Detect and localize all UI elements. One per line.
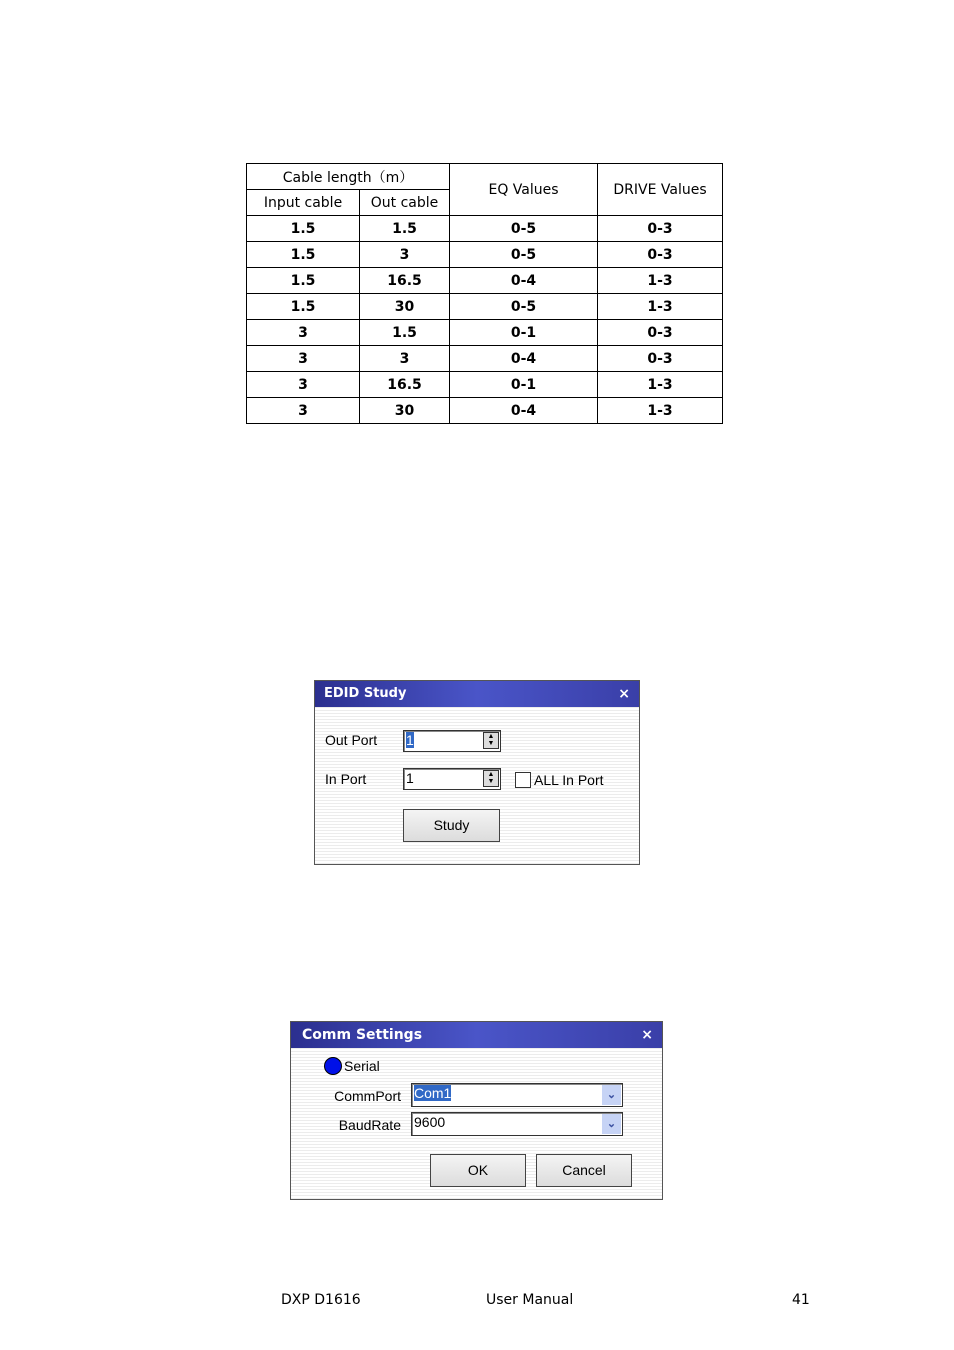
table-row	[247, 242, 723, 268]
table-cell: 0-3	[598, 216, 723, 242]
table-cell: 3	[360, 242, 450, 268]
out-port-spinbox[interactable]	[403, 730, 501, 752]
header-eq: EQ Values	[450, 164, 598, 216]
all-in-port-checkbox[interactable]	[515, 772, 531, 788]
table-cell: 0-3	[598, 242, 723, 268]
baudrate-value: 9600	[414, 1114, 446, 1130]
table-cell: 0-3	[598, 320, 723, 346]
in-port-spinbox[interactable]	[403, 768, 501, 790]
commport-value: Com1	[414, 1085, 452, 1101]
ok-button[interactable]: OK	[430, 1154, 526, 1187]
footer-doc-title: User Manual	[486, 1292, 574, 1308]
header-input-cable: Input cable	[247, 190, 360, 216]
title-bar	[291, 1022, 662, 1048]
table-row	[247, 216, 723, 242]
table-cell: 0-3	[598, 346, 723, 372]
serial-label: Serial	[344, 1058, 380, 1074]
table-row	[247, 294, 723, 320]
table-cell: 16.5	[360, 268, 450, 294]
in-port-value: 1	[406, 770, 414, 786]
table-cell: 3	[247, 372, 360, 398]
baudrate-select[interactable]	[411, 1112, 623, 1136]
table-cell: 3	[247, 320, 360, 346]
cable-eq-table	[246, 163, 723, 424]
dialog-title: EDID Study	[324, 686, 407, 701]
serial-radio[interactable]	[324, 1057, 342, 1075]
table-cell: 1-3	[598, 268, 723, 294]
comm-settings-dialog	[290, 1021, 663, 1200]
table-cell: 30	[360, 398, 450, 424]
table-cell: 1.5	[247, 294, 360, 320]
header-out-cable: Out cable	[360, 190, 450, 216]
table-cell: 0-1	[450, 320, 598, 346]
table-cell: 1.5	[247, 216, 360, 242]
table-row	[247, 268, 723, 294]
table-cell: 1.5	[360, 216, 450, 242]
table-cell: 3	[360, 346, 450, 372]
edid-study-dialog	[314, 680, 640, 865]
chevron-down-icon[interactable]: ⌄	[602, 1085, 621, 1105]
header-drive: DRIVE Values	[598, 164, 723, 216]
table-cell: 3	[247, 398, 360, 424]
table-cell: 0-5	[450, 294, 598, 320]
dialog-title: Comm Settings	[302, 1027, 423, 1043]
table-cell: 0-5	[450, 242, 598, 268]
cancel-button[interactable]: Cancel	[536, 1154, 632, 1187]
table-cell: 1.5	[247, 242, 360, 268]
table-row	[247, 320, 723, 346]
table-row	[247, 372, 723, 398]
baudrate-label: BaudRate	[338, 1117, 401, 1133]
all-in-port-label: ALL In Port	[534, 772, 604, 788]
table-row	[247, 398, 723, 424]
table-cell: 0-4	[450, 268, 598, 294]
out-port-value: 1	[406, 732, 414, 748]
commport-label: CommPort	[334, 1088, 401, 1104]
table-cell: 0-5	[450, 216, 598, 242]
table-cell: 16.5	[360, 372, 450, 398]
table-cell: 1-3	[598, 372, 723, 398]
table-cell: 3	[247, 346, 360, 372]
footer-product: DXP D1616	[281, 1292, 361, 1308]
in-port-label: In Port	[325, 771, 367, 787]
study-button[interactable]: Study	[403, 809, 500, 842]
table-cell: 30	[360, 294, 450, 320]
table-cell: 0-4	[450, 346, 598, 372]
title-bar	[315, 681, 639, 707]
close-icon[interactable]: ×	[641, 1027, 653, 1043]
table-row	[247, 346, 723, 372]
out-port-label: Out Port	[325, 732, 378, 748]
table-cell: 0-4	[450, 398, 598, 424]
table-cell: 0-1	[450, 372, 598, 398]
footer-page-number: 41	[792, 1292, 810, 1308]
table-cell: 1-3	[598, 294, 723, 320]
table-cell: 1-3	[598, 398, 723, 424]
table-cell: 1.5	[360, 320, 450, 346]
chevron-down-icon[interactable]: ⌄	[602, 1114, 621, 1134]
table-cell: 1.5	[247, 268, 360, 294]
commport-select[interactable]	[411, 1083, 623, 1107]
spin-arrows-icon[interactable]: ▲ ▼	[483, 732, 499, 749]
header-cable-length: Cable length（m）	[247, 164, 450, 190]
close-icon[interactable]: ×	[618, 686, 630, 702]
spin-arrows-icon[interactable]: ▲ ▼	[483, 770, 499, 787]
